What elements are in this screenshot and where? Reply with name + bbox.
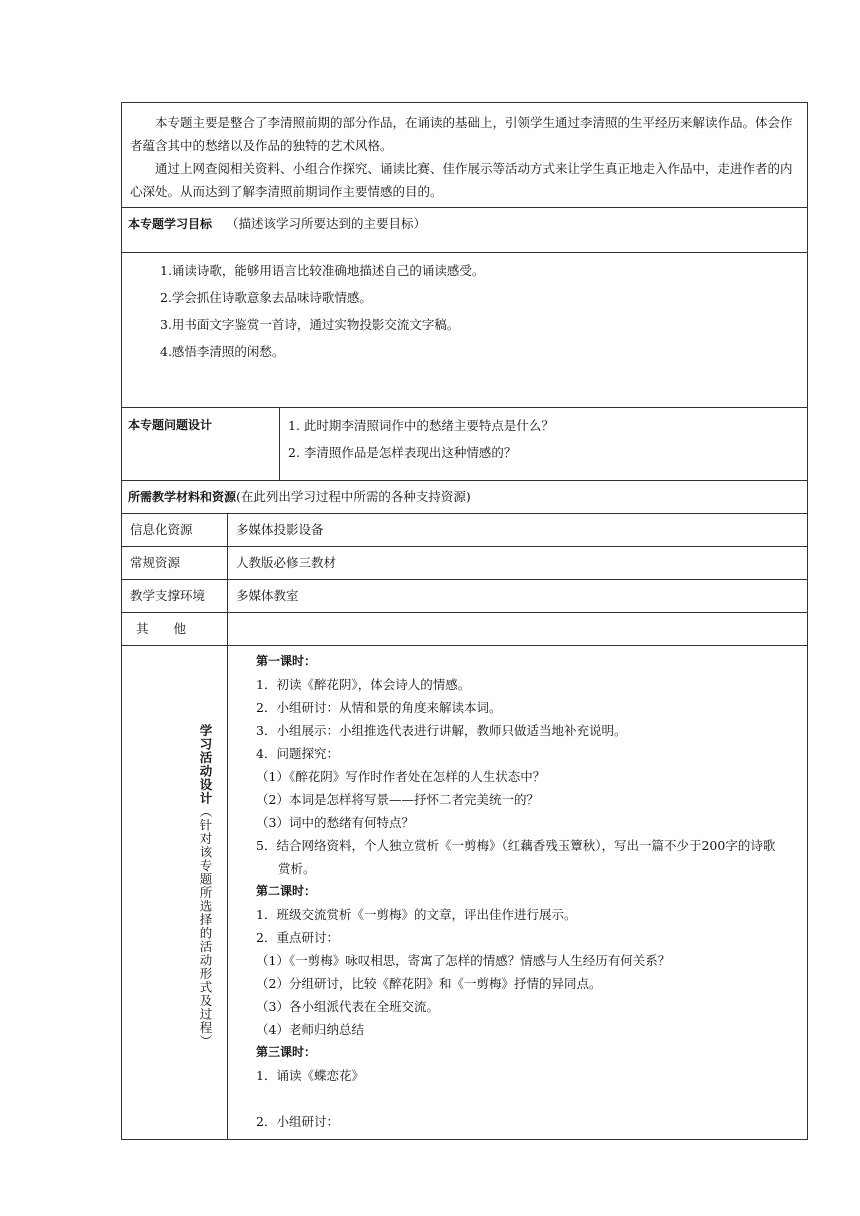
- intro-paragraph-2: 通过上网查阅相关资料、小组合作探究、诵读比赛、佳作展示等活动方式来让学生真正地走入作品中，走进作者的内心深处。从而达到了解李清照前期词作主要情感的目的。: [130, 161, 793, 199]
- intro-paragraph-1: 本专题主要是整合了李清照前期的部分作品，在诵读的基础上，引领学生通过李清照的生平经历来解读作品。体会作者蕴含其中的愁绪以及作品的独特的艺术风格。: [130, 115, 793, 153]
- lesson-3-line: 1．诵读《蝶恋花》: [256, 1068, 364, 1083]
- resource-row-digital: [122, 514, 808, 547]
- question-item: 1. 此时期李清照词作中的愁绪主要特点是什么？: [288, 418, 554, 433]
- goals-note: （描述该学习所要达到的主要目标）: [226, 216, 427, 231]
- goals-body-row: [122, 253, 808, 408]
- lesson-plan-table: [121, 102, 808, 1140]
- activity-label-cell: [122, 646, 228, 1140]
- lesson-1-line: （3）词中的愁绪有何特点？: [256, 815, 414, 830]
- resource-value: 多媒体投影设备: [228, 514, 808, 547]
- resource-label: 信息化资源: [122, 514, 228, 547]
- lesson-2-line: （3）各小组派代表在全班交流。: [256, 999, 439, 1014]
- lesson-3-line: 2．小组研讨：: [256, 1114, 339, 1129]
- goal-item: 1.诵读诗歌，能够用语言比较准确地描述自己的诵读感受。: [160, 263, 485, 278]
- resource-value: 人教版必修三教材: [228, 547, 808, 580]
- resource-row-environment: [122, 580, 808, 613]
- resource-label: 教学支撑环境: [122, 580, 228, 613]
- resource-value: 多媒体教室: [228, 580, 808, 613]
- intro-row: [122, 103, 808, 208]
- questions-list: [280, 408, 808, 481]
- questions-label-cell: [122, 408, 280, 481]
- lesson-1-line: 3．小组展示：小组推选代表进行讲解，教师只做适当地补充说明。: [256, 723, 627, 738]
- resource-row-other: [122, 613, 808, 646]
- goal-item: 3.用书面文字鉴赏一首诗，通过实物投影交流文字稿。: [160, 317, 460, 332]
- lesson-1-line-continued: 赏析。: [278, 861, 316, 876]
- lesson-1-line: （2）本词是怎样将写景——抒怀二者完美统一的？: [256, 792, 539, 807]
- resources-note: (在此列出学习过程中所需的各种支持资源): [236, 489, 471, 504]
- lesson-2-title: 第二课时：: [256, 884, 317, 898]
- lesson-1-line: 2．小组研讨：从情和景的角度来解读本词。: [256, 700, 502, 715]
- resources-title: 所需教学材料和资源: [128, 490, 237, 504]
- goals-title: 本专题学习目标: [128, 217, 213, 231]
- lesson-plan-page: [121, 102, 807, 1140]
- activity-label-note: （针对该专题所选择的活动形式及过程）: [198, 805, 213, 1048]
- questions-row: [122, 408, 808, 481]
- resource-label: 其 他: [122, 613, 228, 646]
- activity-label-title: 学习活动设计: [198, 724, 213, 805]
- goals-header-cell: [122, 208, 808, 253]
- lesson-1-line: 1．初读《醉花阴》，体会诗人的情感。: [256, 677, 471, 692]
- intro-cell: [122, 103, 808, 208]
- resources-header-row: [122, 481, 808, 514]
- resource-label: 常规资源: [122, 547, 228, 580]
- resource-row-regular: [122, 547, 808, 580]
- lesson-2-line: （4）老师归纳总结: [256, 1022, 364, 1037]
- questions-title: 本专题问题设计: [128, 418, 213, 432]
- lesson-1-line: 5．结合网络资料，个人独立赏析《一剪梅》（红藕香残玉簟秋），写出一篇不少于200字的诗歌: [256, 838, 776, 853]
- resources-header-cell: [122, 481, 808, 514]
- lesson-2-line: （1）《一剪梅》咏叹相思，寄寓了怎样的情感？情感与人生经历有何关系？: [256, 953, 671, 968]
- goals-list: [122, 253, 808, 408]
- resource-value: [228, 613, 808, 646]
- goal-item: 2.学会抓住诗歌意象去品味诗歌情感。: [160, 290, 372, 305]
- goals-header-row: [122, 208, 808, 253]
- activity-row: [122, 646, 808, 1140]
- activity-label: [198, 724, 212, 1048]
- activity-content: [228, 646, 808, 1140]
- lesson-2-line: （2）分组研讨，比较《醉花阴》和《一剪梅》抒情的异同点。: [256, 976, 602, 991]
- lesson-2-line: 2．重点研讨：: [256, 930, 339, 945]
- lesson-3-title: 第三课时：: [256, 1045, 317, 1059]
- lesson-1-title: 第一课时：: [256, 654, 317, 668]
- lesson-2-line: 1．班级交流赏析《一剪梅》的文章，评出佳作进行展示。: [256, 907, 577, 922]
- question-item: 2. 李清照作品是怎样表现出这种情感的？: [288, 445, 517, 460]
- goal-item: 4.感悟李清照的闲愁。: [160, 344, 285, 359]
- lesson-1-line: 4．问题探究：: [256, 746, 339, 761]
- lesson-1-line: （1）《醉花阴》写作时作者处在怎样的人生状态中？: [256, 769, 546, 784]
